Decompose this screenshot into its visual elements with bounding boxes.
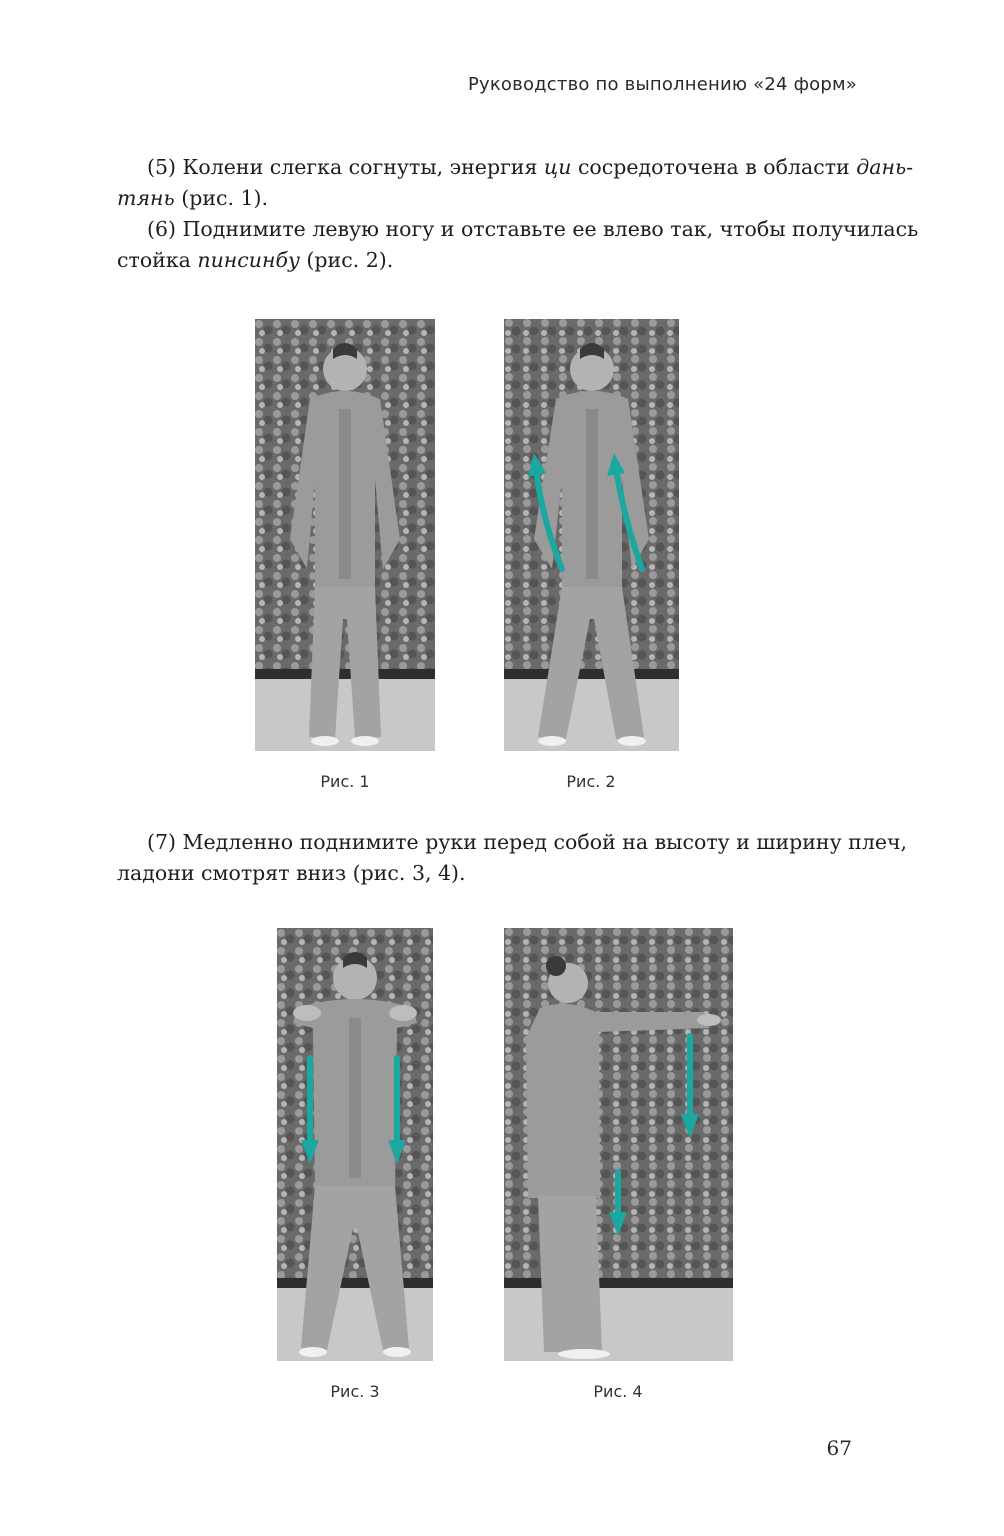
paragraph-6 [117,214,919,276]
figure-3-photo [277,928,433,1361]
paragraph-6-line-2: стойка пинсинбу (рис. 2). [117,248,394,272]
paragraph-7-line-1: (7) Медленно поднимите руки перед собой на высоту и ширину плеч, [147,830,908,854]
figure-4-photo [504,928,733,1361]
figure-4-caption: Рис. 4 [593,1382,643,1401]
paragraph-5-line-2: тянь (рис. 1). [117,186,269,210]
term-pinxingbu: пинсинбу [197,248,300,272]
running-head: Руководство по выполнению «24 форм» [467,74,857,95]
figure-2-caption: Рис. 2 [566,772,616,791]
paragraph-7-line-2: ладони смотрят вниз (рис. 3, 4). [117,861,466,885]
figure-1-caption: Рис. 1 [320,772,370,791]
figure-1-photo [255,319,435,751]
term-dantian-part1: дань- [856,155,914,179]
term-qi: ци [543,155,572,179]
paragraph-5-line-1: (5) Колени слегка согнуты, энергия ци сосредоточена в области дань- [147,155,914,179]
paragraph-6-line-1: (6) Поднимите левую ногу и отставьте ее влево так, чтобы получилась [147,217,919,241]
paragraph-5 [117,152,914,214]
paragraph-7 [117,827,908,889]
figure-3-caption: Рис. 3 [330,1382,380,1401]
term-dantian-part2: тянь [117,186,175,210]
figure-2-photo [504,319,679,751]
page-number: 67 [826,1436,852,1460]
